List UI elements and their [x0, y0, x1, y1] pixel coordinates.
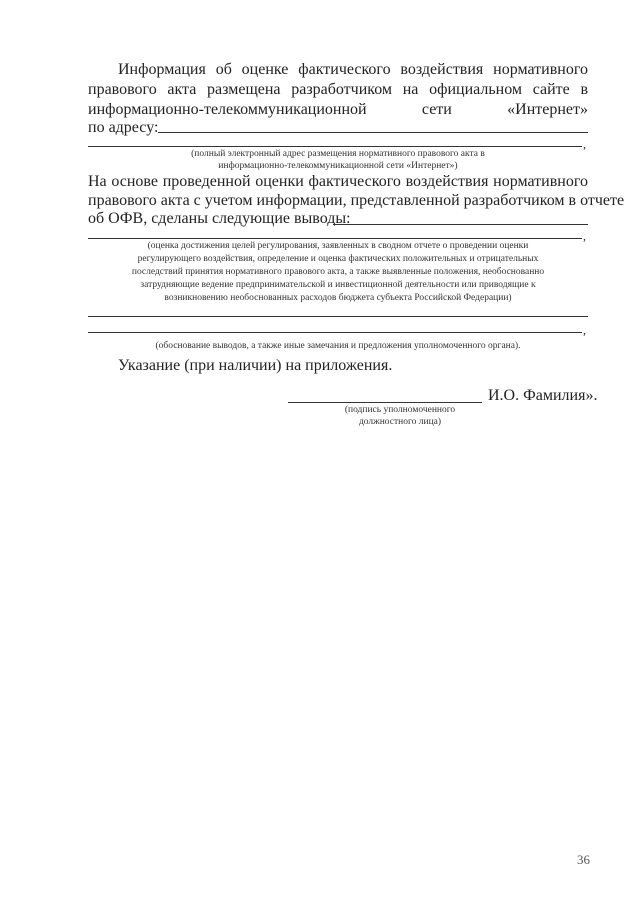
- justification-field-line-1: [88, 316, 588, 317]
- info-line-4: по адресу:: [88, 119, 159, 136]
- signatory-name: И.О. Фамилия».: [488, 387, 598, 404]
- signature-caption-1: (подпись уполномоченного: [344, 405, 456, 415]
- conclusion-field-line-2: [88, 238, 582, 239]
- conclusion-line-1: На основе проведенной оценки фактического воздействия нормативного: [88, 173, 588, 190]
- address-caption-2: информационно-телекоммуникационной сети «Интернет»): [218, 161, 458, 171]
- conclusion-line-3: об ОФВ, сделаны следующие выводы:: [88, 210, 351, 227]
- address-field-line-1: [158, 132, 588, 133]
- info-line-3: информационно-телекоммуникационной сети «Интернет»: [88, 101, 588, 118]
- info-line-2: правового акта размещена разработчиком на официальном сайте в: [88, 81, 588, 98]
- conclusion-caption-1: (оценка достижения целей регулирования, заявленных в сводном отчете о проведении оценки: [147, 241, 529, 251]
- conclusion-caption-3: последствий принятия нормативного правового акта, а также выявленные положения, необоснованно: [131, 267, 545, 277]
- signature-caption-2: должностного лица): [358, 417, 442, 427]
- conclusion-caption-2: регулирующего воздействия, определение и оценка фактических положительных и отрицательных: [137, 254, 539, 264]
- signature-line: [288, 402, 482, 403]
- justification-field-line-2: [88, 332, 582, 333]
- info-line-1: Информация об оценке фактического воздействия нормативного: [118, 61, 588, 78]
- address-caption-1: (полный электронный адрес размещения нормативного правового акта в: [191, 149, 485, 159]
- conclusion-line-2: правового акта с учетом информации, представленной разработчиком в отчете: [88, 192, 625, 209]
- line-end-comma: ,: [583, 229, 586, 243]
- justification-caption: (обоснование выводов, а также иные замечания и предложения уполномоченного органа).: [155, 341, 521, 351]
- address-field-line-2: [88, 146, 582, 147]
- conclusion-field-line-1: [333, 224, 588, 225]
- page-number: 36: [577, 852, 590, 867]
- conclusion-caption-4: затрудняющие ведение предпринимательской и инвестиционной деятельности или приводящие к: [140, 280, 536, 290]
- line-end-comma: ,: [583, 137, 586, 151]
- line-end-comma: ,: [583, 323, 586, 337]
- attachments-note: Указание (при наличии) на приложения.: [118, 357, 393, 374]
- conclusion-caption-5: возникновению необоснованных расходов бюджета субъекта Российской Федерации): [164, 293, 512, 303]
